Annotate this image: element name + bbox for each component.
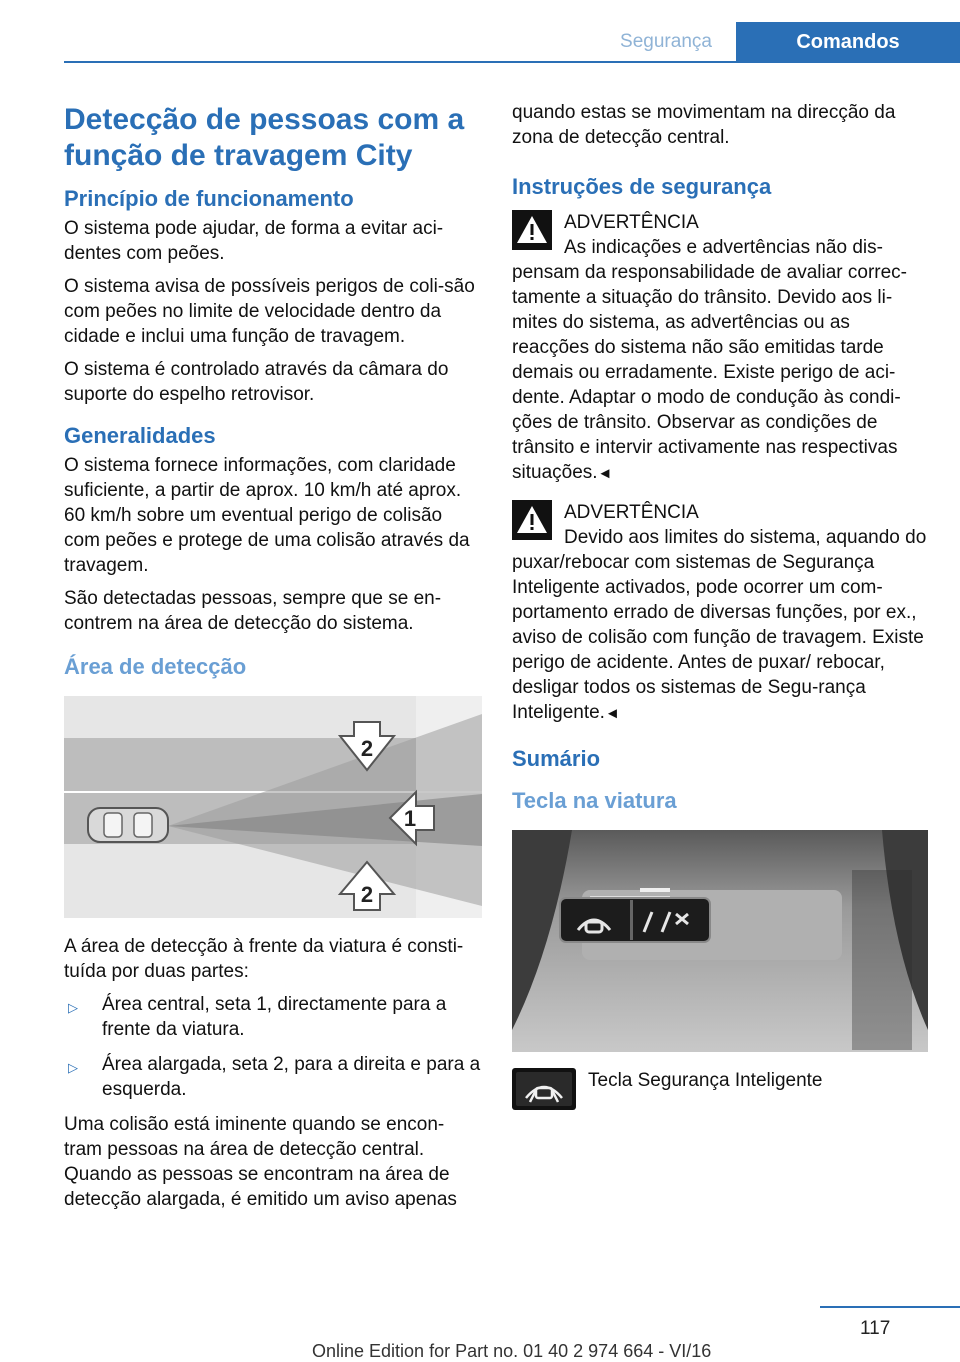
bullet-triangle-icon: ▷ (68, 1060, 78, 1075)
footer-rule (820, 1306, 960, 1308)
warning-triangle-icon (512, 500, 552, 540)
right-column (512, 100, 928, 1110)
detection-area-diagram (64, 696, 482, 918)
header-chapter-tab[interactable]: Comandos (736, 22, 960, 62)
page-number: 117 (860, 1318, 891, 1339)
end-mark: ◄ (604, 705, 620, 722)
principle-paragraph-2: O sistema avisa de possíveis perigos de coli-são com peões no limite de velocidade dentro da cidade e inclui uma função de travagem. (64, 276, 475, 347)
warning-1-text: As indicações e advertências não dis-pensam da responsabilidade de avaliar correc-tamente a situação do trânsito. Devido aos li-mites do sistema, as advertências ou as reacções do sistema não são emitidas tarde demais ou erradamente. Existe perigo de aci-dente. Adaptar o modo de condução às condi-ções de trânsito. Observar as condições de trânsito e intervir activamente nas respectivas situações. (512, 237, 908, 483)
key-legend (512, 1068, 928, 1110)
warning-triangle-icon (512, 210, 552, 250)
page-title: Detecção de pessoas com a função de travagem City (64, 103, 465, 172)
end-mark: ◄ (597, 465, 613, 482)
arrow-2-top-label: 2 (360, 736, 374, 761)
safety-heading: Instruções de segurança (512, 174, 772, 199)
area-heading: Área de detecção (64, 654, 247, 679)
general-heading: Generalidades (64, 423, 216, 448)
general-paragraph-2: São detectadas pessoas, sempre que se en-contrem na área de detecção do sistema. (64, 588, 442, 634)
bullet-triangle-icon: ▷ (68, 1000, 78, 1015)
button-heading: Tecla na viatura (512, 788, 677, 813)
footer-edition: Online Edition for Part no. 01 40 2 974 664 - VI/16 (312, 1341, 712, 1361)
left-column (64, 100, 482, 1220)
list-item (64, 1052, 482, 1102)
car-icon (88, 808, 168, 842)
warning-2-text: Devido aos limites do sistema, aquando do puxar/rebocar com sistemas de Segurança Inteligente activados, pode ocorrer um com-portamento errado de diversas funções, por ex., aviso de colisão com função de travagem. Existe perigo de acidente. Antes de puxar/ rebocar, desligar todos os sistemas de Segu-rança Inteligente. (512, 527, 927, 723)
principle-heading: Princípio de funcionamento (64, 186, 354, 211)
principle-paragraph-3: O sistema é controlado através da câmara do suporte do espelho retrovisor. (64, 359, 449, 405)
bullet-text-1: Área central, seta 1, directamente para a frente da viatura. (102, 994, 447, 1040)
continuation-paragraph: quando estas se movimentam na direcção da zona de detecção central. (512, 102, 896, 148)
warning-2-title: ADVERTÊNCIA (564, 502, 699, 523)
arrow-2-bottom-label: 2 (360, 882, 374, 907)
header-section-tab[interactable]: Segurança (620, 31, 712, 52)
summary-heading: Sumário (512, 746, 601, 771)
key-label: Tecla Segurança Inteligente (588, 1070, 823, 1091)
intelligent-safety-key-icon (512, 1068, 576, 1110)
principle-paragraph-1: O sistema pode ajudar, de forma a evitar aci-dentes com peões. (64, 218, 444, 264)
list-item (64, 992, 482, 1042)
vehicle-button-photo (512, 830, 928, 1052)
area-paragraph-2: Uma colisão está iminente quando se encon-tram pessoas na área de detecção central. Quando as pessoas se encontram na área de detecção alargada, é emitido um aviso apenas (64, 1114, 457, 1210)
warning-block-2 (512, 500, 928, 726)
warning-block-1 (512, 210, 928, 486)
arrow-1-label: 1 (403, 806, 417, 831)
warning-1-title: ADVERTÊNCIA (564, 212, 699, 233)
bullet-text-2: Área alargada, seta 2, para a direita e para a esquerda. (102, 1054, 481, 1100)
general-paragraph-1: O sistema fornece informações, com claridade suficiente, a partir de aprox. 10 km/h até aprox. 60 km/h sobre um eventual perigo de colisão com peões e protege de uma colisão através da travagem. (64, 455, 470, 576)
area-paragraph-1: A área de detecção à frente da viatura é consti-tuída por duas partes: (64, 936, 464, 982)
